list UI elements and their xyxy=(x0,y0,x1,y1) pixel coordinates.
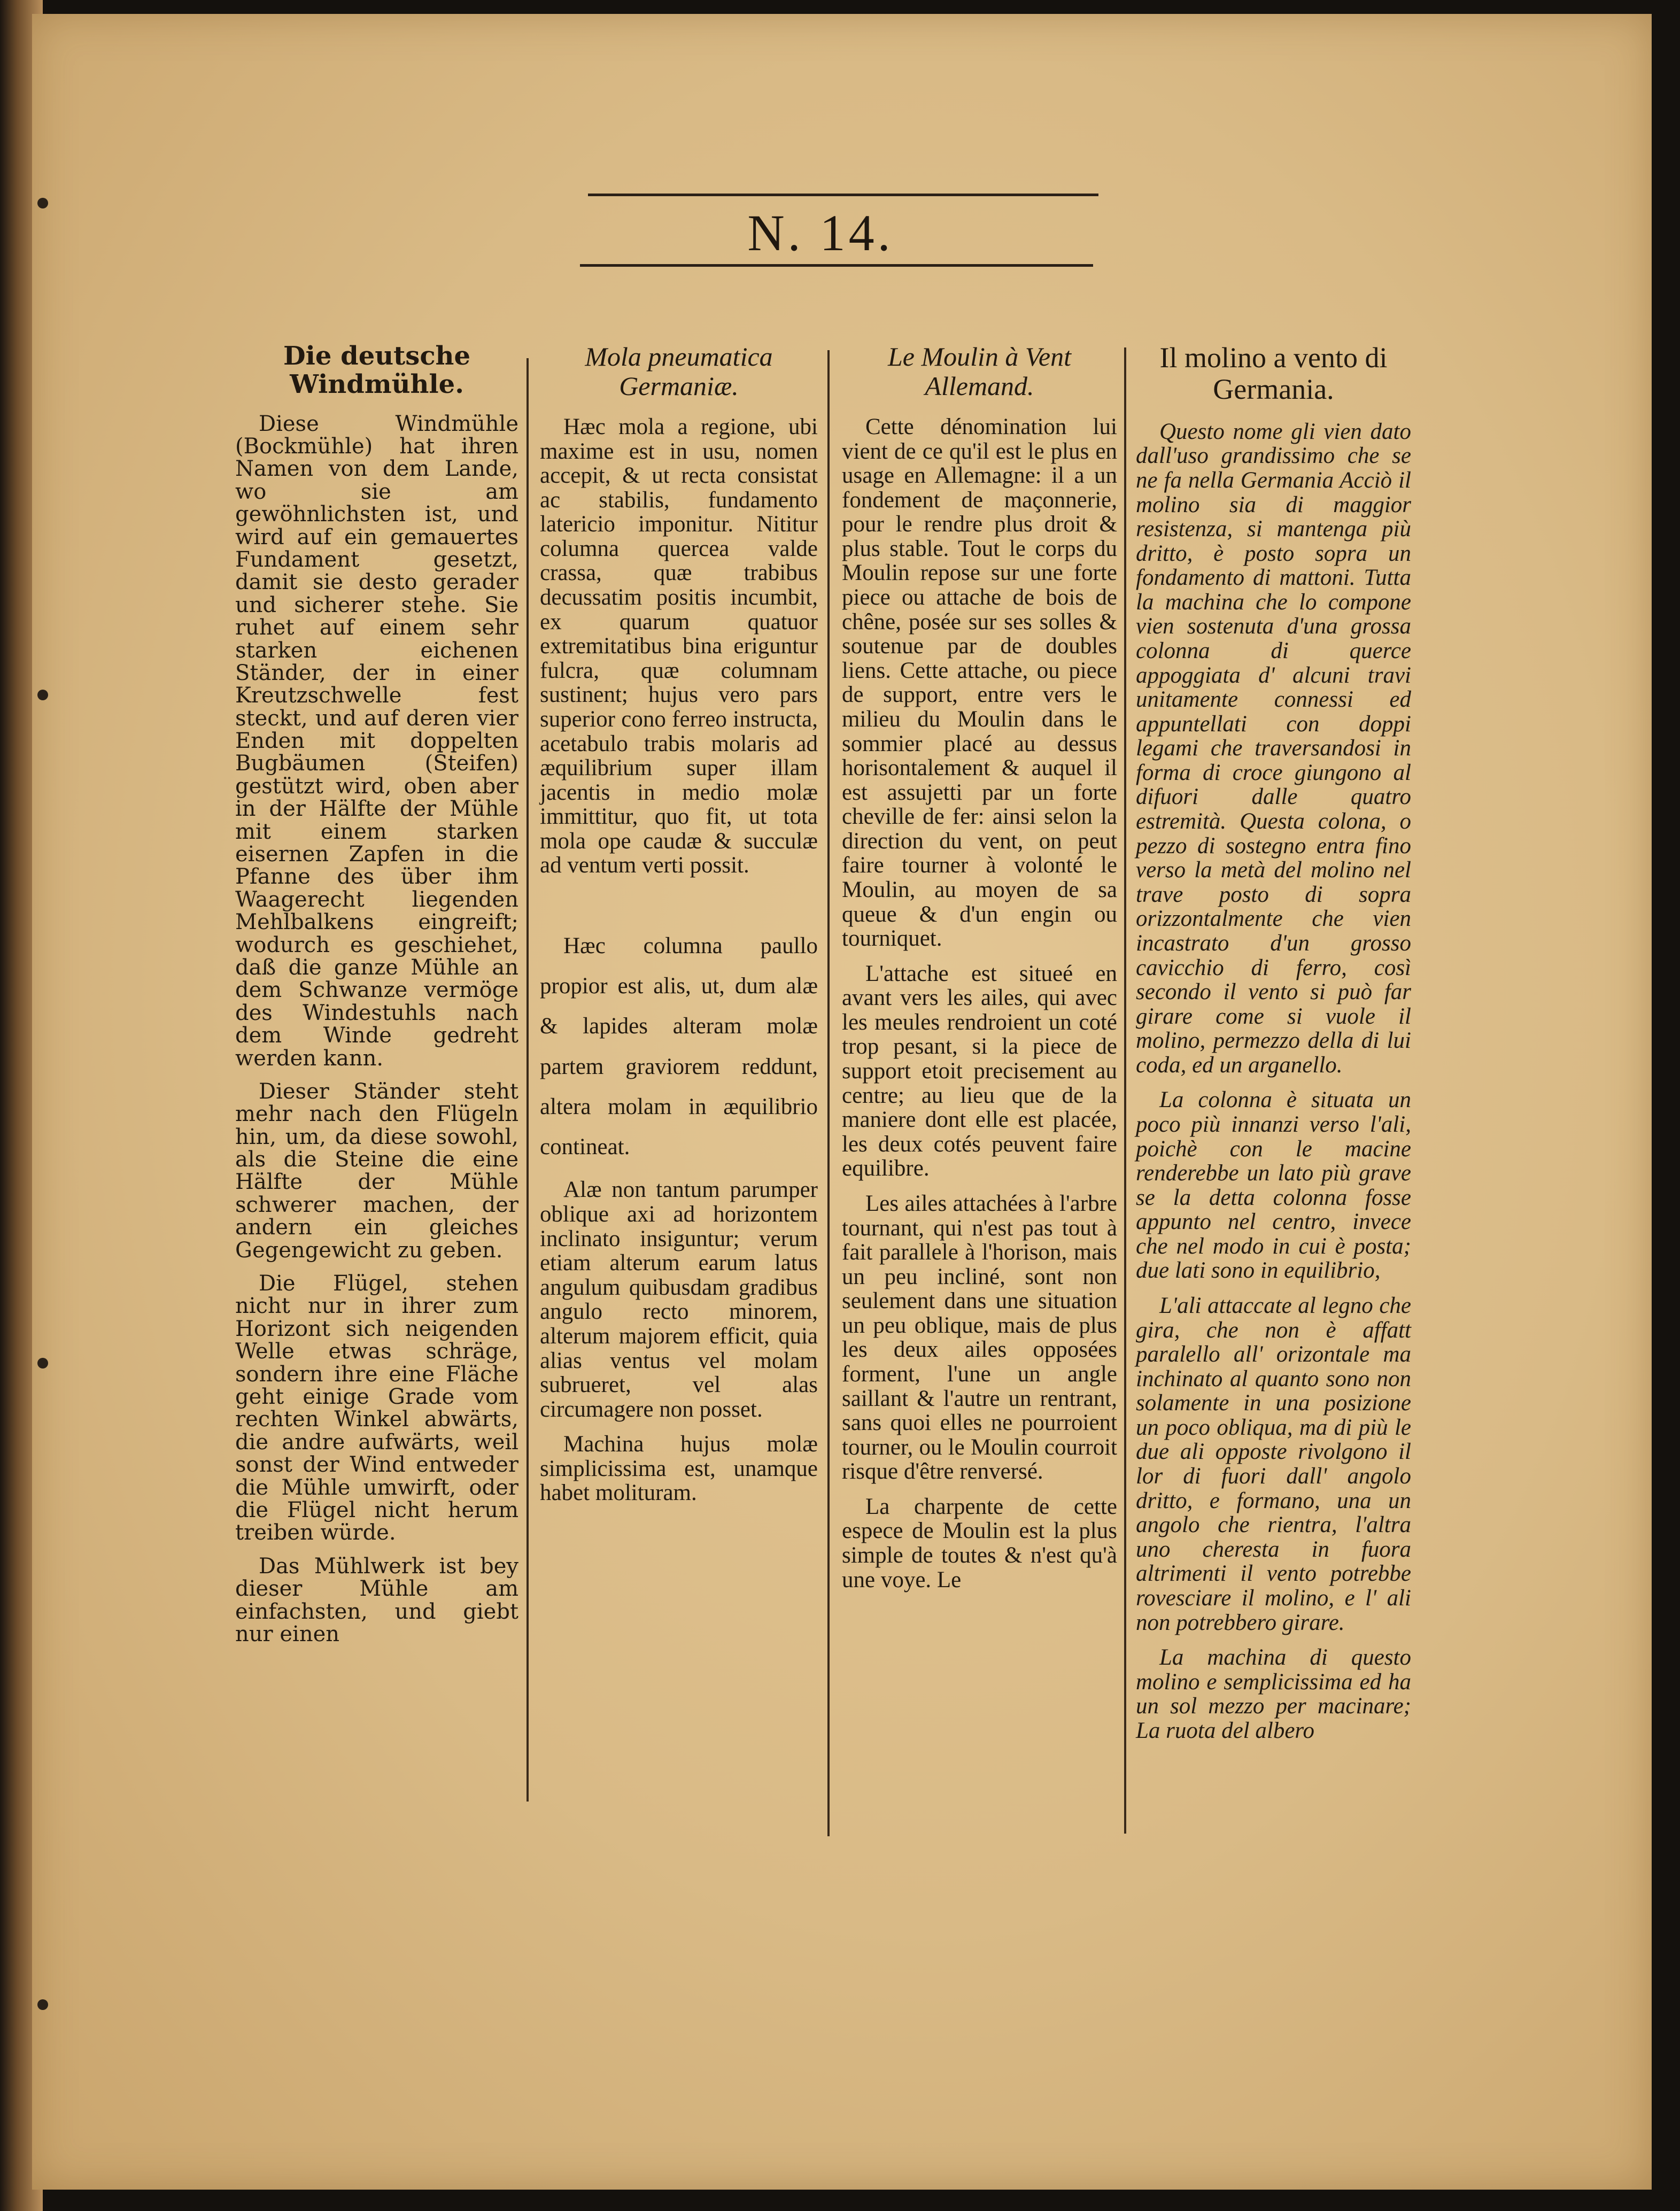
italian-column xyxy=(1136,342,1411,1753)
french-paragraph-2: L'attache est situeé en avant vers les ailes, qui avec les meules rendroient un coté trop pesant, si la piece de support etoit precisement au centre; au lieu que de la maniere dont elle est placée, les deux cotés peuvent faire equilibre. xyxy=(842,961,1117,1181)
binding-hole xyxy=(37,1999,48,2010)
german-paragraph-2: Dieser Ständer steht mehr nach den Flügeln hin, um, da diese sowohl, als die Steine die eine Hälfte der Mühle schwerer machen, der andern ein gleiches Gegengewicht zu geben. xyxy=(235,1079,518,1263)
italian-title: Il molino a vento di Germania. xyxy=(1159,342,1388,406)
italian-paragraph-3: L'ali attaccate al legno che gira, che non è affatt paralello all' orizontale ma inchinato al quanto sono non solamente in una posizione un poco obliqua, ma di più le due ali oppostе rivolgono il lor di fuori dall' angolo dritto, e formano, una un angolo che rientra, l'altra uno cheresta in fuora altrimenti il vento potrebbe rovesciare il molino, e l' ali non potrebbero girare. xyxy=(1136,1293,1411,1635)
italian-paragraph-2: La colonna è situata un poco più innanzi verso l'ali, poichè con le macine renderebbe un lato più grave se la detta colonna fosse appunto nel centro, invece che nel modo in cui è posta; due lati sono in equilibrio, xyxy=(1136,1087,1411,1284)
latin-title: Mola pneumatica Germaniæ. xyxy=(585,342,773,401)
german-column xyxy=(235,342,518,1656)
binding-hole xyxy=(37,690,48,700)
french-paragraph-4: La charpente de cette espece de Moulin est la plus simple de toutes & n'est qu'à une voye. Le xyxy=(842,1494,1117,1592)
column-divider xyxy=(1124,347,1126,1834)
french-title: Le Moulin à Vent Allemand. xyxy=(887,342,1072,401)
latin-column xyxy=(540,342,818,1516)
german-paragraph-1: Diese Windmühle (Bockmühle) hat ihren Namen von dem Lande, wo sie am gewöhnlichsten ist, und wird auf ein gemauertes Fundament gesetzt, damit sie desto gerader und sicherer stehe. Sie ruhet auf einem sehr starken eichenen Ständer, der in einer Kreutzschwelle fest steckt, und auf deren vier Enden mit doppelten Bugbäumen (Steifen) gestützt wird, oben aber in der Hälfte der Mühle mit einem starken eisernen Zapfen in die Pfanne des über ihm Waagerecht liegenden Mehlbalkens eingreift; wodurch es geschiehet, daß die ganze Mühle an dem Schwanze vermöge des Windestuhls nach dem Winde gedreht werden kann. xyxy=(235,411,518,1071)
latin-paragraph-1: Hæc mola a regione, ubi maxime est in usu, nomen accepit, & ut recta consistat ac stabilis, fundamento latericio imponitur. Nititur columna quercea valde crassa, quæ trabibus decussatim positis incumbit, ex quarum quatuor extremitatibus bina eriguntur fulcra, quæ columnam sustinent; hujus vero pars superior cono ferreo instructa, acetabulo trabis molaris ad æquilibrium super illam jacentis in medio molæ immittitur, quo fit, ut tota mola ope caudæ & succulæ ad ventum verti possit. xyxy=(540,414,818,878)
header-bottom-rule xyxy=(580,264,1093,267)
binding-hole xyxy=(37,198,48,208)
page-number-heading: N. 14. xyxy=(747,204,894,261)
binding-hole xyxy=(37,1358,48,1369)
header-top-rule xyxy=(588,194,1098,196)
french-paragraph-3: Les ailes attachées à l'arbre tournant, qui n'est pas tout à fait parallele à l'horison, mais un peu incliné, sont non seulement dans une situation un peu oblique, mais de plus les deux ailes opposées forment, l'une un angle saillant & l'autre un rentrant, sans quoi elles ne pourroient tourner, ou le Moulin courroit risque d'être renversé. xyxy=(842,1190,1117,1485)
german-paragraph-4: Das Mühlwerk ist bey dieser Mühle am einfachsten, und giebt nur einen xyxy=(235,1553,518,1646)
italian-paragraph-1: Questo nome gli vien dato dall'uso grandissimo che se ne fa nella Germania Acciò il molino sia di maggior resistenza, si mantenga più dritto, è posto sopra un fondamento di mattoni. Tutta la machina che lo compone vien sostenuta d'una grossa colonna di querce appoggiata d' alcuni travi unitamente connessi ed appuntellati con doppi legami che traversandosi in forma di croce giungono al difuori dalle quatro estremità. Questa colona, o pezzo di sostegno entra fino verso la metà del molino nel trave posto di sopra orizzontalmente che vien incastrato d'un grosso cavicchio di ferro, così secondo il vento si può far girare come si vuole il molino, permezzo della di lui coda, ed un arganello. xyxy=(1136,419,1411,1078)
french-column xyxy=(842,342,1117,1603)
latin-paragraph-4: Machina hujus molæ simplicissima est, unamque habet molituram. xyxy=(540,1432,818,1506)
german-paragraph-3: Die Flügel, stehen nicht nur in ihrer zum Horizont sich neigenden Welle etwas schräge, sondern ihre eine Fläche geht einige Grade vom rechten Winkel abwärts, die andre aufwärts, weil sonst der Wind entweder die Mühle umwirft, oder die Flügel nicht herum treiben würde. xyxy=(235,1271,518,1545)
latin-paragraph-2: Hæc columna paullo propior est alis, ut, dum alæ & lapides alteram molæ partem graviorem reddunt, altera molam in æquilibrio contineat. xyxy=(540,933,818,1160)
french-paragraph-1: Cette dénomination lui vient de ce qu'il est le plus en usage en Allemagne: il a un fondement de maçonnerie, pour le rendre plus droit & plus stable. Tout le corps du Moulin repose sur une forte piece ou attache de bois de chêne, posée sur ses solles & soutenue par de doubles liens. Cette attache, ou piece de support, entre vers le milieu du Moulin dans le sommier placé au dessus horisontalement & auquel il est assujetti par un forte cheville de fer: ainsi selon la direction du vent, on peut faire tourner à volonté le Moulin, au moyen de sa queue & d'un engin ou tourniquet. xyxy=(842,414,1117,952)
italian-paragraph-4: La machina di questo molino e semplicissima ed ha un sol mezzo per macinare; La ruota del albero xyxy=(1136,1645,1411,1743)
german-title: Die deutsche Windmühle. xyxy=(283,341,470,399)
latin-paragraph-3: Alæ non tantum parumper oblique axi ad horizontem inclinato insiguntur; verum etiam alterum earum latus angulum quibusdam gradibus angulo recto minorem, alterum majorem efficit, quia alias ventus vel molam subrueret, vel alas circumagere non posset. xyxy=(540,1177,818,1422)
column-divider xyxy=(827,350,830,1836)
column-divider xyxy=(527,358,529,1802)
